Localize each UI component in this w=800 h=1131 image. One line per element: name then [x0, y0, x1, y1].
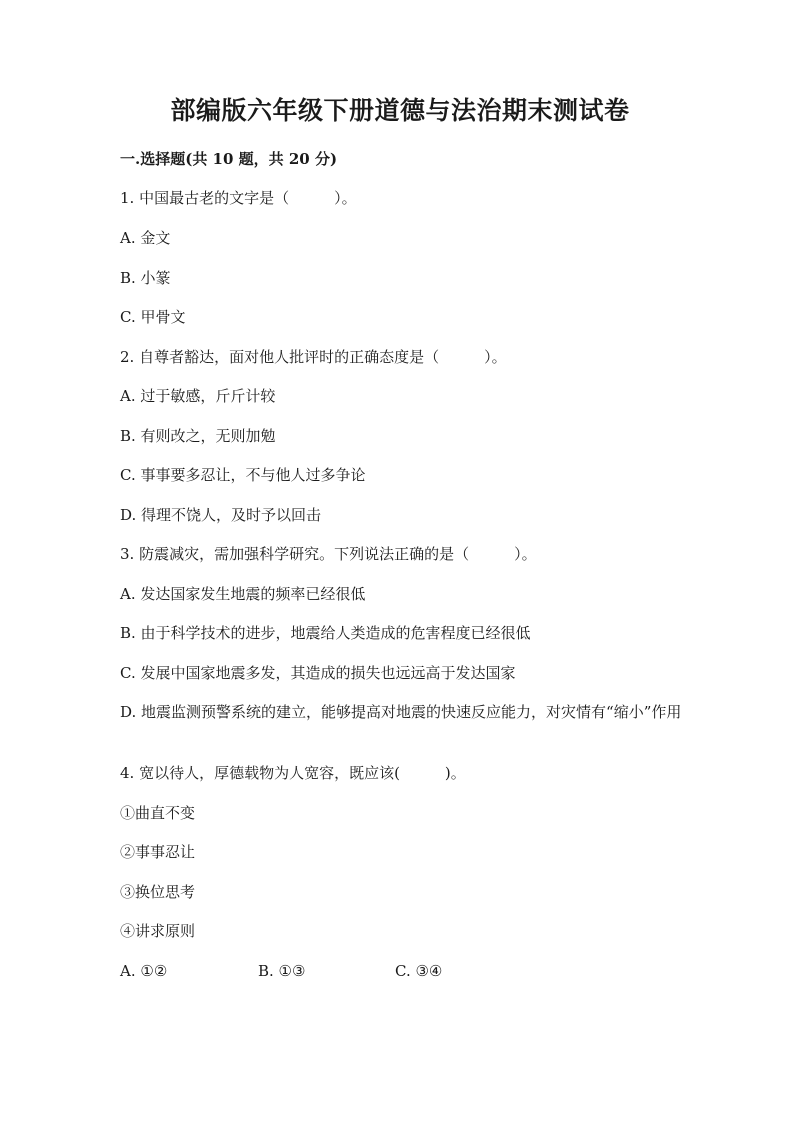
question-1-option-b: B. 小篆	[120, 269, 171, 287]
question-4-item-1: ①曲直不变	[120, 804, 196, 822]
question-4-option-c: C. ③④	[395, 962, 443, 980]
question-2-option-c: C. 事事要多忍让，不与他人过多争论	[120, 466, 366, 484]
question-3-option-a: A. 发达国家发生地震的频率已经很低	[120, 585, 366, 603]
question-4-item-3: ③换位思考	[120, 883, 196, 901]
section-heading: 一.选择题(共 10 题，共 20 分)	[120, 150, 338, 168]
question-2-option-d: D. 得理不饶人，及时予以回击	[120, 506, 322, 524]
question-1-stem: 1. 中国最古老的文字是（ ）。	[120, 189, 357, 207]
question-4-stem: 4. 宽以待人，厚德载物为人宽容，既应该( )。	[120, 764, 466, 782]
question-3-option-d: D. 地震监测预警系统的建立，能够提高对地震的快速反应能力，对灾情有“缩小”作用	[120, 703, 682, 721]
question-4-item-2: ②事事忍让	[120, 843, 196, 861]
question-2-option-b: B. 有则改之，无则加勉	[120, 427, 276, 445]
question-3-option-c: C. 发展中国家地震多发，其造成的损失也远远高于发达国家	[120, 664, 516, 682]
question-2-stem: 2. 自尊者豁达，面对他人批评时的正确态度是（ ）。	[120, 348, 507, 366]
page-title: 部编版六年级下册道德与法治期末测试卷	[170, 96, 630, 125]
question-4-option-b: B. ①③	[258, 962, 306, 980]
question-4-option-a: A. ①②	[120, 962, 168, 980]
question-1-option-c: C. 甲骨文	[120, 308, 186, 326]
question-2-option-a: A. 过于敏感，斤斤计较	[120, 387, 276, 405]
question-4-item-4: ④讲求原则	[120, 922, 196, 940]
question-3-option-b: B. 由于科学技术的进步，地震给人类造成的危害程度已经很低	[120, 624, 531, 642]
question-1-option-a: A. 金文	[120, 229, 171, 247]
question-3-stem: 3. 防震减灾，需加强科学研究。下列说法正确的是（ ）。	[120, 545, 537, 563]
